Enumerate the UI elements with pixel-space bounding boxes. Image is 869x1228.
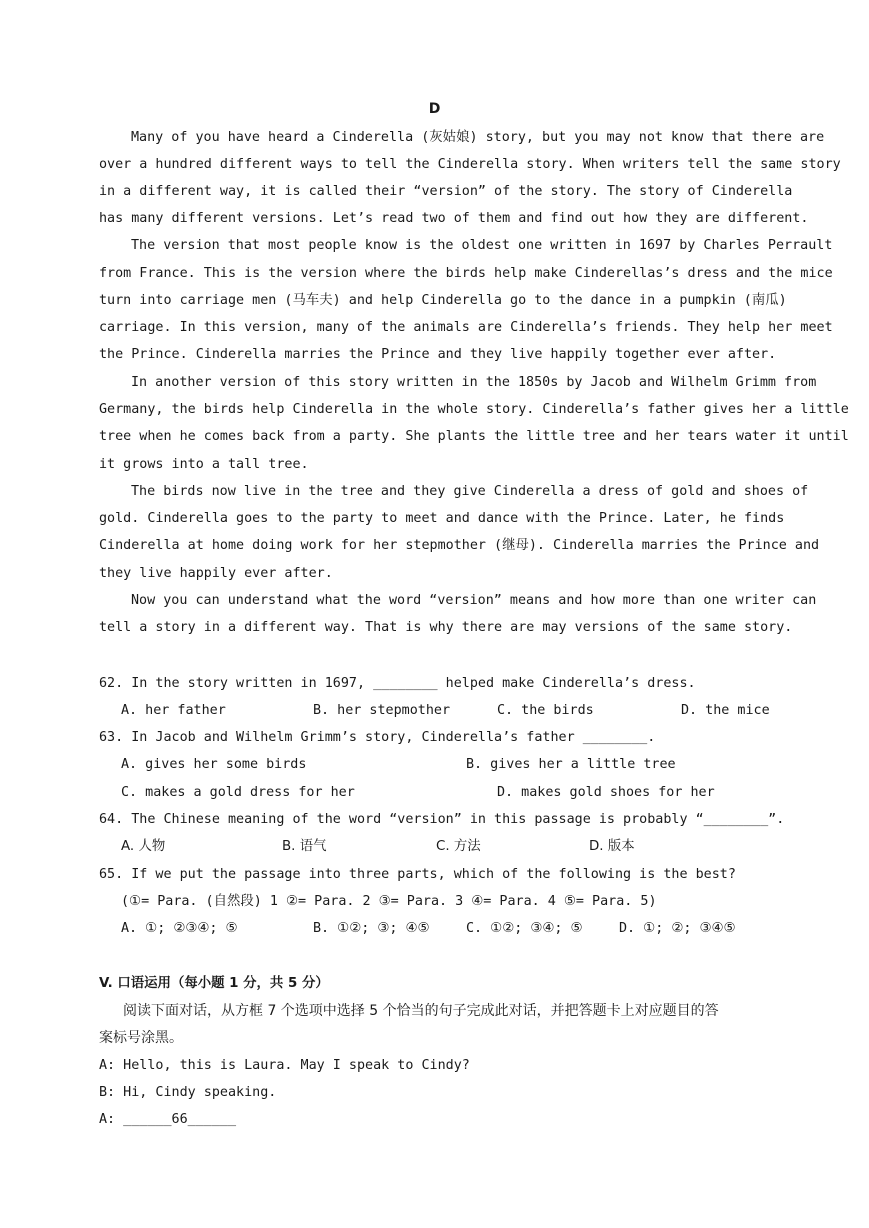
passage-line: they live happily ever after. [99,566,333,581]
passage-line: the Prince. Cinderella marries the Prince and they live happily together ever after. [99,347,777,362]
option-a: A. ①; ②③④; ⑤ [121,921,238,936]
passage-line: it grows into a tall tree. [99,457,309,472]
option-a: A. her father [121,703,226,718]
option-b: B. 语气 [282,839,327,854]
option-c: C. the birds [497,703,594,718]
passage-line: carriage. In this version, many of the animals are Cinderella’s friends. They help her meet [99,320,833,335]
passage-line: in a different way, it is called their “version” of the story. The story of Cinderella [99,184,793,199]
passage-line: tree when he comes back from a party. She plants the little tree and her tears water it until [99,429,849,444]
option-d: D. 版本 [589,839,635,854]
part-key-note: (①= Para. (自然段) 1 ②= Para. 2 ③= Para. 3 ④= Para. 4 ⑤= Para. 5) [121,894,657,909]
question-stem: 64. The Chinese meaning of the word “version” in this passage is probably “________”. [99,812,785,827]
passage-line: Cinderella at home doing work for her stepmother (继母). Cinderella marries the Prince and [99,538,820,553]
passage-line: The birds now live in the tree and they give Cinderella a dress of gold and shoes of [131,484,809,499]
passage-line: turn into carriage men (马车夫) and help Cinderella go to the dance in a pumpkin (南瓜) [99,293,787,308]
passage-line: The version that most people know is the oldest one written in 1697 by Charles Perrault [131,238,833,253]
option-d: D. makes gold shoes for her [497,785,715,800]
option-a: A. 人物 [121,839,166,854]
passage-line: from France. This is the version where the birds help make Cinderellas’s dress and the mice [99,266,833,281]
question-stem: 62. In the story written in 1697, ________ helped make Cinderella’s dress. [99,676,696,691]
passage-line: Germany, the birds help Cinderella in the whole story. Cinderella’s father gives her a little [99,402,849,417]
passage-line: has many different versions. Let’s read two of them and find out how they are different. [99,211,809,226]
passage-line: gold. Cinderella goes to the party to meet and dance with the Prince. Later, he finds [99,511,785,526]
passage-line: over a hundred different ways to tell the Cinderella story. When writers tell the same story [99,157,841,172]
option-c: C. ①②; ③④; ⑤ [466,921,583,936]
passage-line: In another version of this story written in the 1850s by Jacob and Wilhelm Grimm from [131,375,817,390]
question-stem: 65. If we put the passage into three parts, which of the following is the best? [99,867,736,882]
option-b: B. her stepmother [313,703,451,718]
dialogue-line: B: Hi, Cindy speaking. [99,1085,277,1100]
dialogue-line: A: Hello, this is Laura. May I speak to Cindy? [99,1058,470,1073]
instruction-line: 阅读下面对话，从方框 7 个选项中选择 5 个恰当的句子完成此对话，并把答题卡上对应题目的答 [123,1003,719,1019]
passage-line: Now you can understand what the word “version” means and how more than one writer can [131,593,817,608]
option-a: A. gives her some birds [121,757,307,772]
option-b: B. ①②; ③; ④⑤ [313,921,430,936]
option-c: C. makes a gold dress for her [121,785,355,800]
passage-line: Many of you have heard a Cinderella (灰姑娘) story, but you may not know that there are [131,130,825,145]
dialogue-line: A: ______66______ [99,1112,237,1127]
option-d: D. ①; ②; ③④⑤ [619,921,736,936]
option-b: B. gives her a little tree [466,757,676,772]
section-heading: V. 口语运用（每小题 1 分，共 5 分） [99,976,329,991]
option-c: C. 方法 [436,839,481,854]
passage-line: tell a story in a different way. That is why there are may versions of the same story. [99,620,793,635]
question-stem: 63. In Jacob and Wilhelm Grimm’s story, Cinderella’s father ________. [99,730,656,745]
option-d: D. the mice [681,703,770,718]
instruction-line: 案标号涂黑。 [99,1030,183,1046]
section-title: D [428,101,441,117]
